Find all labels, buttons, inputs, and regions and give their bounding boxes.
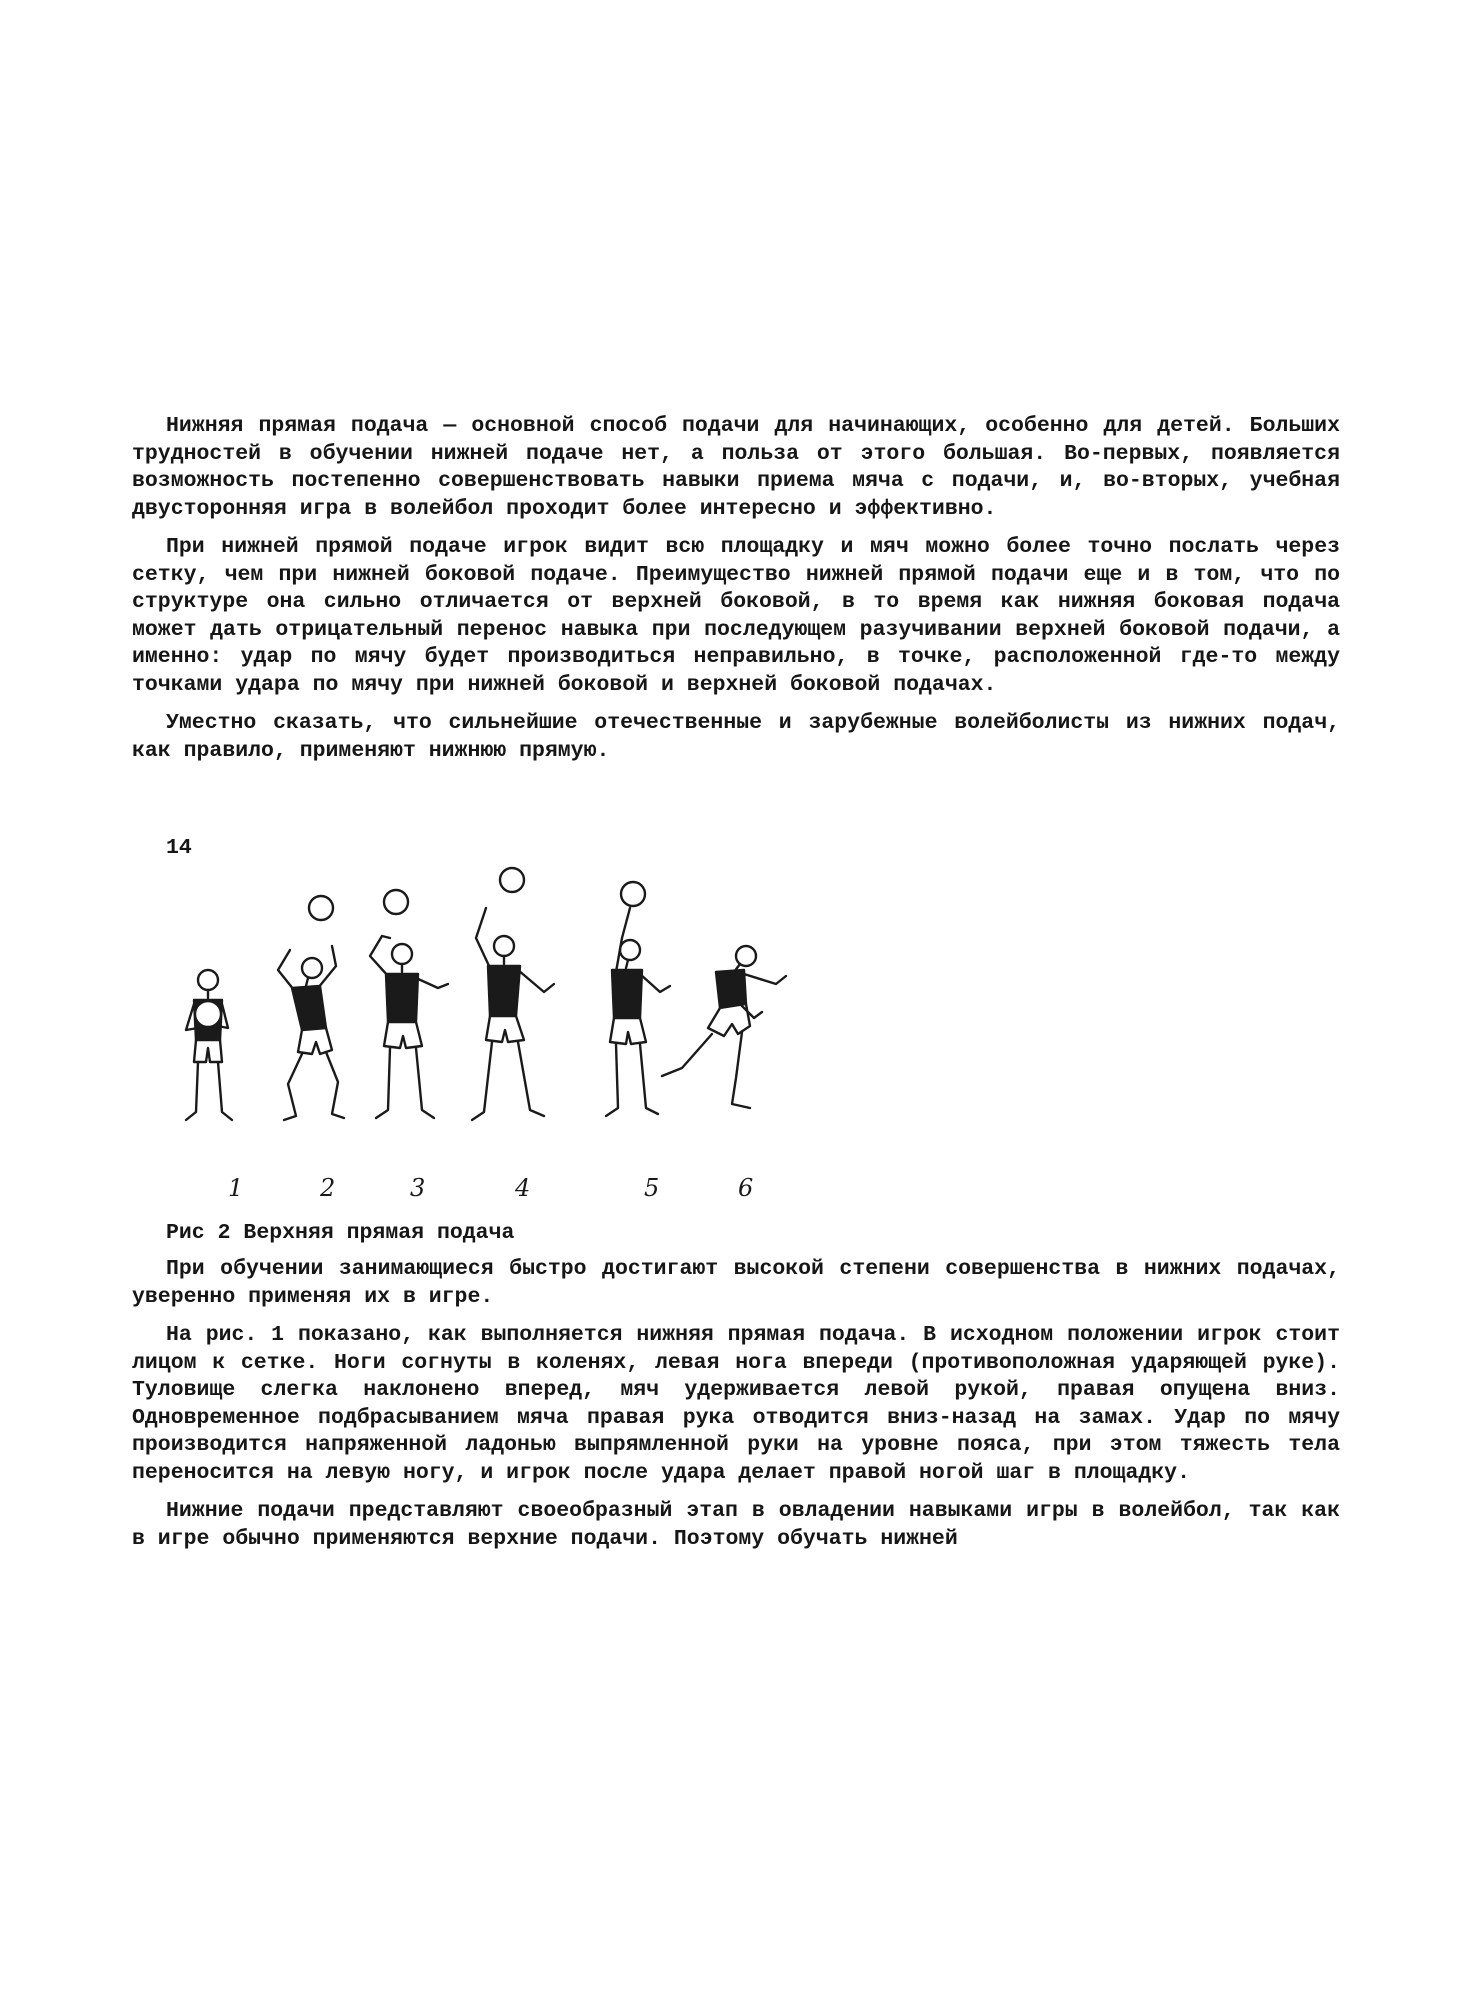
ball-stage-2 bbox=[309, 896, 333, 920]
player-figure-1 bbox=[186, 970, 232, 1120]
paragraph-6: Нижние подачи представляют своеобразный этап в овладении навыками игры в волейбол, так как в игре обычно применяются верхние подачи. Поэтому обучать нижней bbox=[132, 1499, 1340, 1551]
paragraph-1: Нижняя прямая подача — основной способ подачи для начинающих, особенно для детей. Больших трудностей в обучении нижней подаче нет, а польза от этого большая. Во-первых, появляется возможность постепенно совершенствовать навыки приема мяча с подачи, и, во-вторых, учебная двусторонняя игра в волейбол проходит более интересно и эффективно. bbox=[132, 414, 1340, 521]
stage-label-5: 5 bbox=[644, 1174, 660, 1202]
player-figure-3 bbox=[370, 936, 448, 1118]
player-figure-5 bbox=[606, 908, 670, 1116]
paragraph-2: При нижней прямой подаче игрок видит всю площадку и мяч можно более точно послать через сетку, чем при нижней боковой подаче. Преимущество нижней прямой подачи еще и в том, что по структуре она сильно отличается от верхней боковой, в то время как нижняя боковая подача может дать отрицательный перенос навыка при последующем разучивании верхней боковой подачи, а именно: удар по мячу будет производиться неправильно, в точке, расположенной где-то между точками удара по мячу при нижней боковой и верхней боковой подачах. bbox=[132, 535, 1340, 697]
ball-stage-5 bbox=[621, 882, 645, 906]
stage-label-4: 4 bbox=[515, 1174, 531, 1202]
serve-illustration bbox=[160, 858, 860, 1218]
page-number: 14 bbox=[166, 836, 192, 860]
player-figure-4 bbox=[472, 908, 554, 1120]
stage-label-1: 1 bbox=[228, 1174, 244, 1202]
ball-stage-3 bbox=[384, 890, 408, 914]
figure-caption: Рис 2 Верхняя прямая подача bbox=[166, 1221, 515, 1245]
stage-label-2: 2 bbox=[320, 1174, 336, 1202]
paragraph-5: На рис. 1 показано, как выполняется нижняя прямая подача. В исходном положении игрок стоит лицом к сетке. Ноги согнуты в коленях, левая нога впереди (противоположная ударяющей руке). Туловище слегка наклонено вперед, мяч удерживается левой рукой, правая опущена вниз. Одновременное подбрасыванием мяча правая рука отводится вниз-назад на замах. Удар по мячу производится напряженной ладонью выпрямленной руки на уровне пояса, при этом тяжесть тела переносится на левую ногу, и игрок после удара делает правой ногой шаг в площадку. bbox=[132, 1323, 1340, 1485]
stage-label-3: 3 bbox=[410, 1174, 426, 1202]
stage-label-6: 6 bbox=[738, 1174, 754, 1202]
paragraph-4: При обучении занимающиеся быстро достигают высокой степени совершенства в нижних подачах, уверенно применяя их в игре. bbox=[132, 1257, 1340, 1309]
paragraph-3: Уместно сказать, что сильнейшие отечественные и зарубежные волейболисты из нижних подач, как правило, применяют нижнюю прямую. bbox=[132, 711, 1340, 763]
player-figure-6 bbox=[662, 946, 786, 1108]
text-block-top bbox=[132, 413, 1340, 765]
text-block-bottom bbox=[132, 1256, 1340, 1553]
ball-stage-4 bbox=[500, 868, 524, 892]
serve-figure bbox=[160, 858, 860, 1218]
player-figure-2 bbox=[278, 946, 344, 1120]
